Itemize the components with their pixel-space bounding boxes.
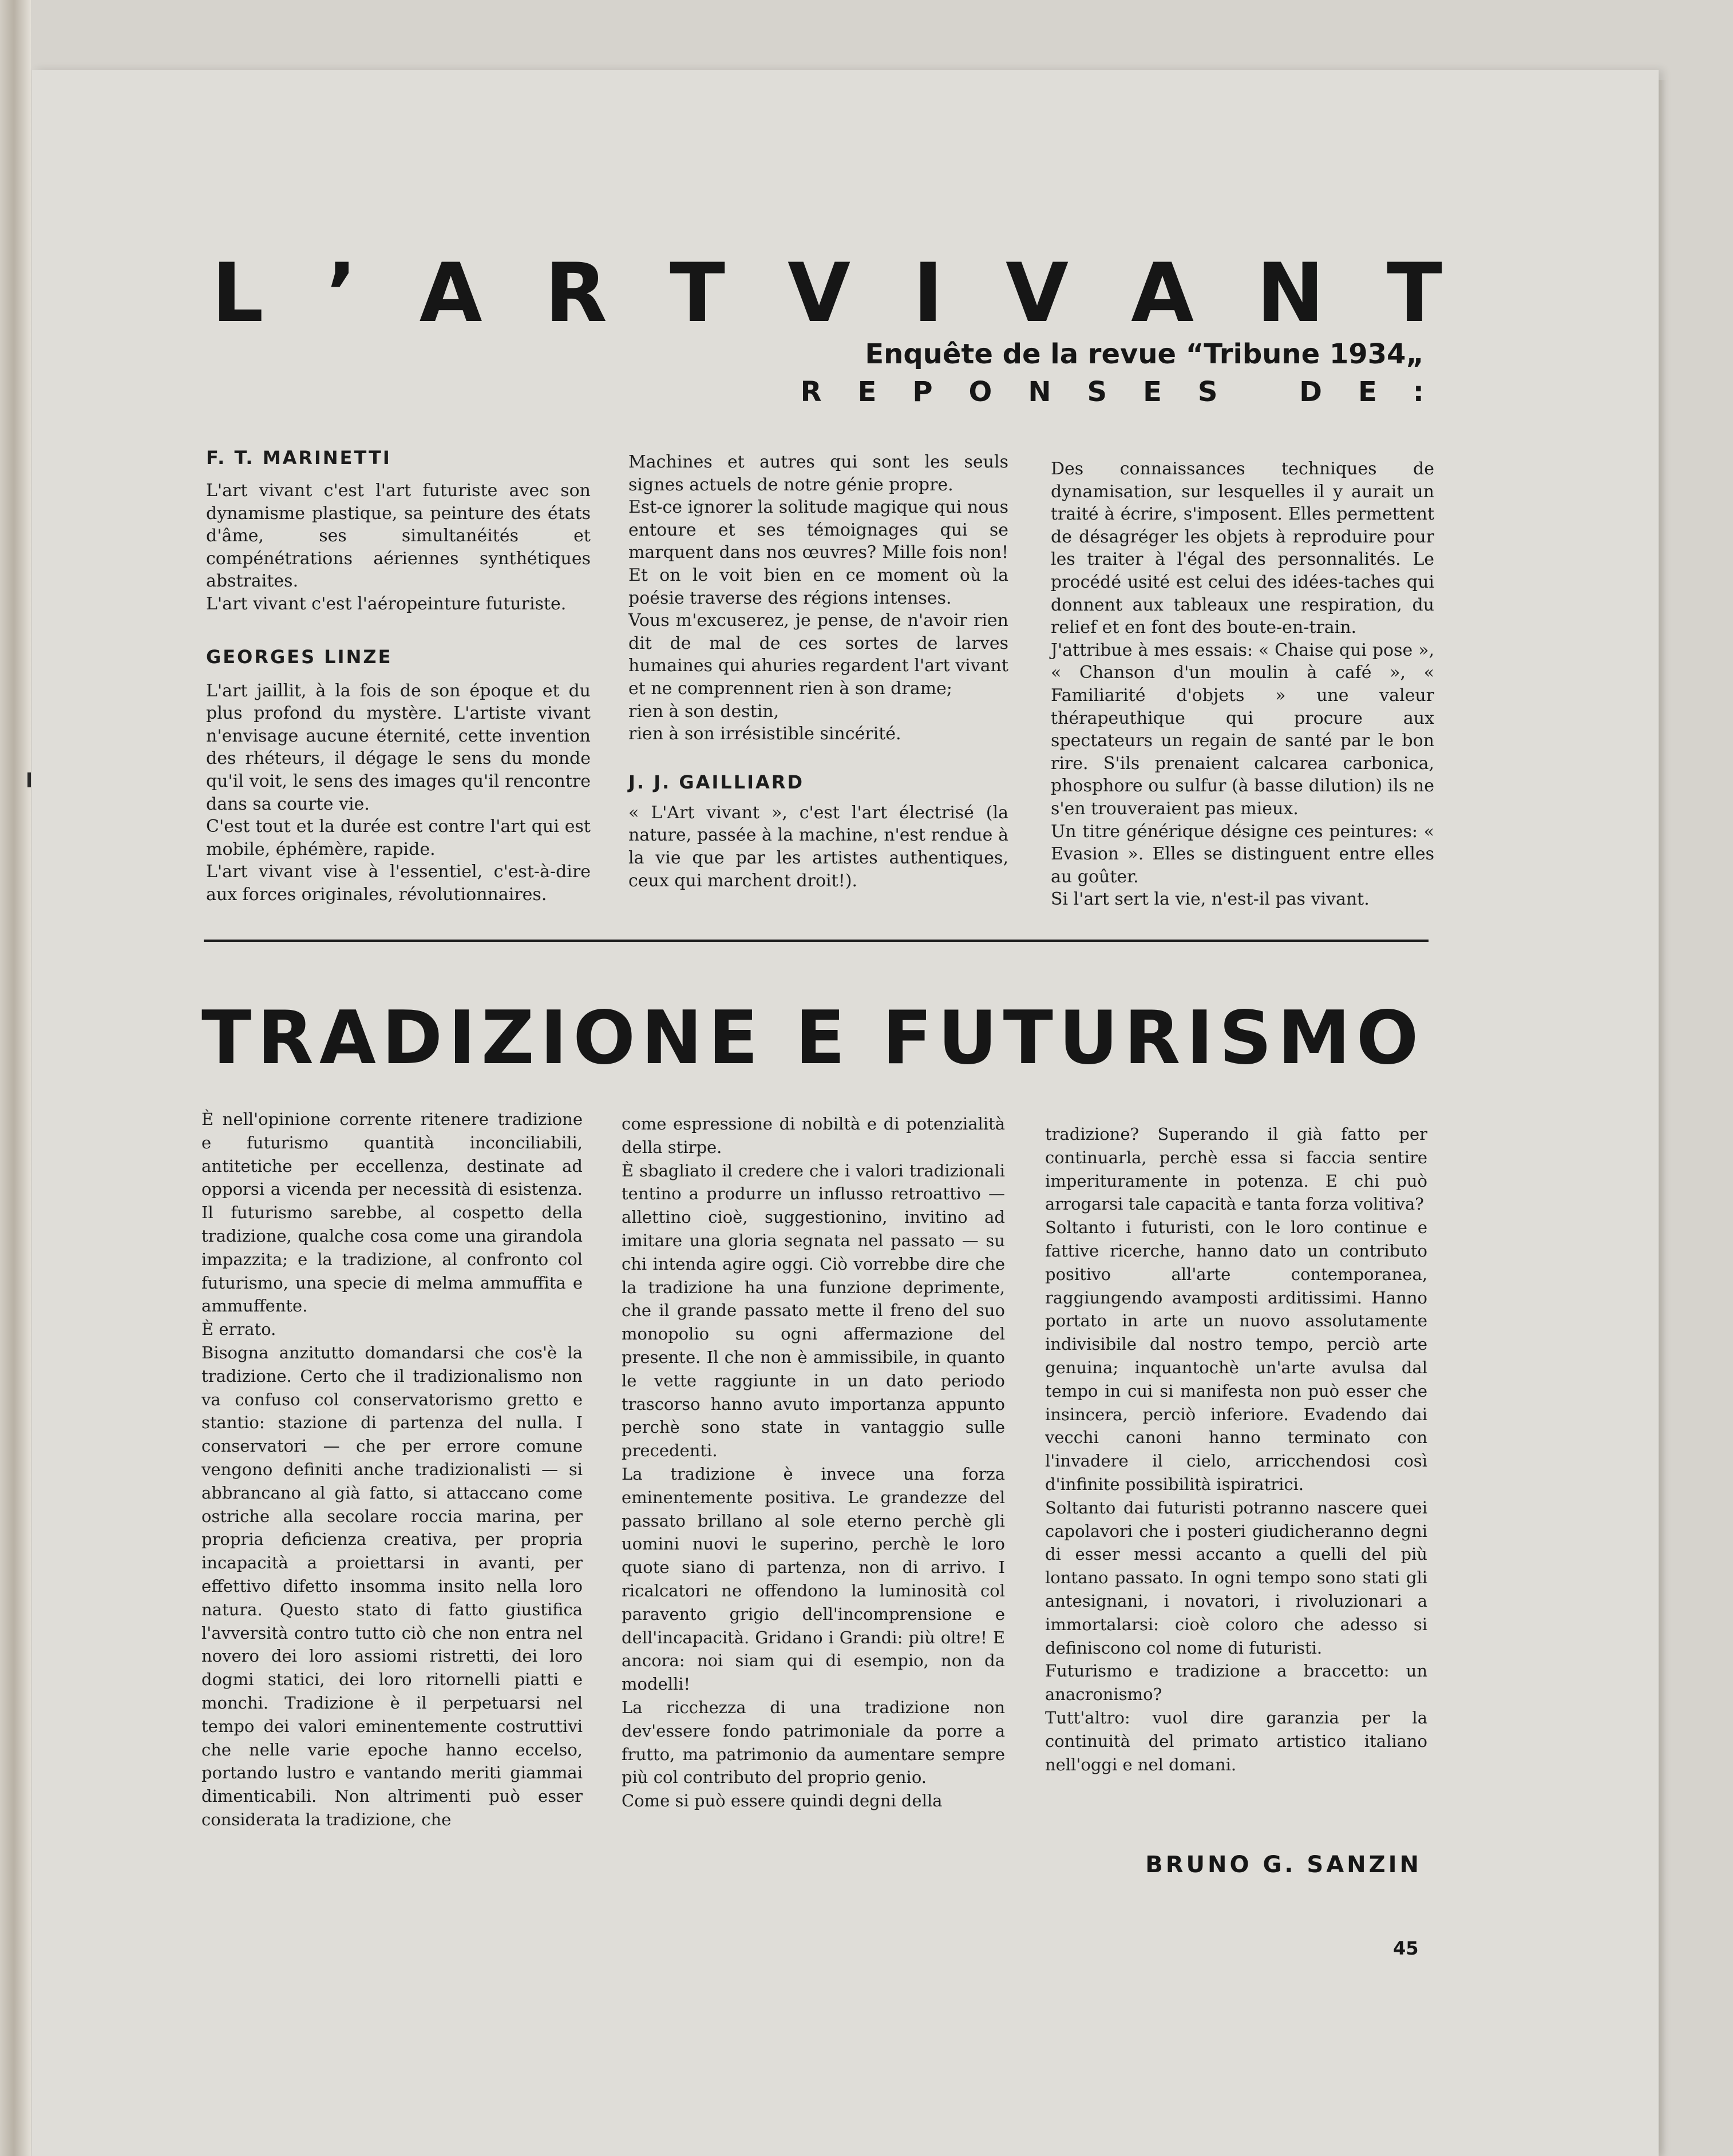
paragraph: La tradizione è invece una forza eminentemente positiva. Le grandezze del passato brillano al sole eterno perchè gli uomini nuovi le superino, perchè le loro quote siano di partenza, non di arrivo. I ricalcatori ne offendono la luminosità col paravento grigio dell'incomprensione e dell'incapacità. Gridano i Grandi: più oltre! E ancora: noi siam qui di esempio, non da modelli!	[622, 1464, 1005, 1694]
paragraph: Tutt'altro: vuol dire garanzia per la continuità del primato artistico italiano nell'oggi e nel domani.	[1045, 1707, 1427, 1774]
paragraph: L'art vivant c'est l'aéropeinture futuriste.	[206, 593, 567, 614]
title-letter: V	[1006, 246, 1069, 340]
page-number: 45	[1393, 1937, 1419, 1959]
paragraph: C'est tout et la durée est contre l'art qui est mobile, éphémère, rapide.	[206, 817, 591, 859]
paragraph: Soltanto i futuristi, con le loro continue e fattive ricerche, hanno dato un contributo positivo all'arte contemporanea, raggiungendo avamposti arditissimi. Hanno portato in arte un nuovo assolutamente indivisibile dal nostro tempo, perciò arte genuina; inquantochè un'arte avulsa dal tempo in cui si manifesta non può esser che insincera, perciò inferiore. Evadendo dai vecchi canoni hanno terminato con l'invadere il cielo, arricchendosi così d'infinite possibilità ispiratrici.	[1045, 1218, 1427, 1494]
title-letter: A	[1131, 246, 1194, 340]
page-edge	[1659, 80, 1667, 2156]
section-divider	[204, 940, 1429, 942]
title-letter: L	[212, 246, 264, 340]
paragraph: Un titre générique désigne ces peintures: « Evasion ». Elles se distinguent entre elles au goûter.	[1051, 821, 1434, 887]
paragraph: La ricchezza di una tradizione non dev'essere fondo patrimoniale da porre a frutto, ma patrimonio da aumentare sempre più col contributo del proprio genio.	[622, 1697, 1005, 1788]
paragraph: Vous m'excuserez, je pense, de n'avoir rien dit de mal de ces sortes de larves humaines qui ahuries regardent l'art vivant et ne comprennent rien à son drame;	[628, 611, 1008, 699]
column-5	[622, 1112, 1005, 1813]
column-6	[1045, 1123, 1427, 1776]
paragraph: come espressione di nobiltà e di potenzialità della stirpe.	[622, 1114, 1005, 1157]
title-letter: N	[1256, 246, 1324, 340]
paragraph: « L'Art vivant », c'est l'art électrisé (la nature, passée à la machine, n'est rendue à la vie que par les artistes authentiques, ceux qui marchent droit!).	[628, 802, 1008, 891]
paragraph: Machines et autres qui sont les seuls signes actuels de notre génie propre.	[628, 452, 1008, 495]
paragraph: È sbagliato il credere che i valori tradizionali tentino a produrre un influsso retroattivo — allettino cioè, suggestionino, invitino ad imitare una gloria segnata nel passato — su chi intenda agire oggi. Ciò vorrebbe dire che la tradizione ha una funzione deprimente, che il grande passato mette il freno del suo monopolio su ogni affermazione del presente. Il che non è ammissibile, in quanto le vette raggiunte in un dato periodo trascorso hanno avuto importanza appunto perchè sono state in vantaggio sulle precedenti.	[622, 1160, 1005, 1461]
paragraph: L'art vivant vise à l'essentiel, c'est-à-dire aux forces originales, révolutionnaires.	[206, 862, 591, 905]
article-title-tradizione: TRADIZIONE E FUTURISMO	[201, 996, 1425, 1081]
title-letter: ’	[326, 246, 357, 340]
title-letter: V	[788, 246, 851, 340]
paragraph: J'attribue à mes essais: « Chaise qui pose », « Chanson d'un moulin à café », « Familiarité d'objets » une valeur thérapeuthique qui procure aux spectateurs un regain de santé par le bon rire. S'ils prenaient calcarea carbonica, phosphore ou sulfur (à basse dilution) ils ne s'en trouveraient pas mieux.	[1051, 640, 1434, 819]
article-title-art-vivant	[212, 246, 1442, 340]
paragraph: L'art jaillit, à la fois de son époque et du plus profond du mystère. L'artiste vivant n'envisage aucune éternité, cette invention des rhéteurs, il dégage le sens du monde qu'il voit, le sens des images qu'il rencontre dans sa courte vie.	[206, 680, 591, 814]
column-1	[206, 446, 591, 906]
paragraph: Si l'art sert la vie, n'est-il pas vivant.	[1051, 889, 1370, 910]
responses-label: REPONSES DE:	[800, 376, 1460, 408]
author-marinetti: F. T. MARINETTI	[206, 447, 391, 469]
paragraph: tradizione? Superando il già fatto per continuarla, perchè essa si faccia sentire imperituramente in potenza. E chi può arrogarsi tale capacità e tanta forza volitiva?	[1045, 1124, 1427, 1214]
book-spine	[0, 0, 31, 2156]
spine-mark	[27, 772, 31, 787]
paragraph: L'art vivant c'est l'art futuriste avec son dynamisme plastique, sa peinture des états d'âme, ses simultanéités et compénétrations aériennes synthétiques abstraites.	[206, 481, 591, 592]
title-letter: T	[1387, 246, 1442, 340]
title-letter: A	[419, 246, 482, 340]
author-linze: GEORGES LINZE	[206, 645, 393, 668]
paragraph: Bisogna anzitutto domandarsi che cos'è la tradizione. Certo che il tradizionalismo non va confuso col conservatorismo gretto e stantio: stazione di partenza del nulla. I conservatori — che per errore comune vengono definiti anche tradizionalisti — si abbrancano al già fatto, si attaccano come ostriche alla secolare roccia marina, per propria deficienza creativa, per propria incapacità a proiettarsi in avanti, per effettivo difetto insomma insito nella loro natura. Questo stato di fatto giustifica l'avversità contro tutto ciò che non entra nel novero dei loro assiomi ristretti, dei loro dogmi statici, dei loro ritornelli piatti e monchi. Tradizione è il perpetuarsi nel tempo dei valori eminentemente costruttivi che nelle varie epoche hanno eccelso, portando lustro e vantando meriti giammai dimenticabili. Non altrimenti può esser considerata la tradizione, che	[201, 1342, 583, 1829]
paragraph: Futurismo e tradizione a braccetto: un anacronismo?	[1045, 1661, 1427, 1705]
paragraph: rien à son irrésistible sincérité.	[628, 724, 901, 744]
column-2	[628, 451, 1008, 892]
title-letter: T	[670, 246, 725, 340]
article-subtitle: Enquête de la revue “Tribune 1934„	[865, 338, 1424, 370]
author-gailliard: J. J. GAILLIARD	[628, 771, 804, 793]
paragraph: Soltanto dai futuristi potranno nascere quei capolavori che i posteri giudicheranno degni di esser messi accanto a quelli del più lontano passato. In ogni tempo sono stati gli antesignani, i novatori, i rivoluzionari a immortalarsi: cioè coloro che adesso si definiscono col nome di futuristi.	[1045, 1497, 1427, 1658]
title-letter: I	[913, 246, 943, 340]
column-4	[201, 1108, 583, 1832]
paragraph: Des connaissances techniques de dynamisation, sur lesquelles il y aurait un traité à écrire, s'imposent. Elles permettent de désagréger les objets à reproduire pour les traiter à l'égal des personnalités. Le procédé usité est celui des idées-taches qui donnent aux tableaux une respiration, du relief et en font des boute-en-train.	[1051, 459, 1434, 638]
paragraph: Come si può essere quindi degni della	[622, 1791, 943, 1811]
paragraph: È errato.	[201, 1319, 276, 1339]
paragraph: rien à son destin,	[628, 701, 780, 722]
author-byline: BRUNO G. SANZIN	[1145, 1852, 1422, 1878]
title-letter: R	[544, 246, 608, 340]
paragraph: Est-ce ignorer la solitude magique qui nous entoure et ses témoignages qui se marquent dans nos œuvres? Mille fois non! Et on le voit bien en ce moment où la poésie traverse des régions intenses.	[628, 497, 1008, 608]
column-3	[1051, 458, 1434, 911]
paragraph: È nell'opinione corrente ritenere tradizione e futurismo quantità inconciliabili, antitetiche per eccellenza, destinate ad opporsi a vicenda per necessità di esistenza. Il futurismo sarebbe, al cospetto della tradizione, qualche cosa come una girandola impazzita; e la tradizione, al confronto col futurismo, una specie di melma ammuffita e ammuffente.	[201, 1109, 583, 1316]
